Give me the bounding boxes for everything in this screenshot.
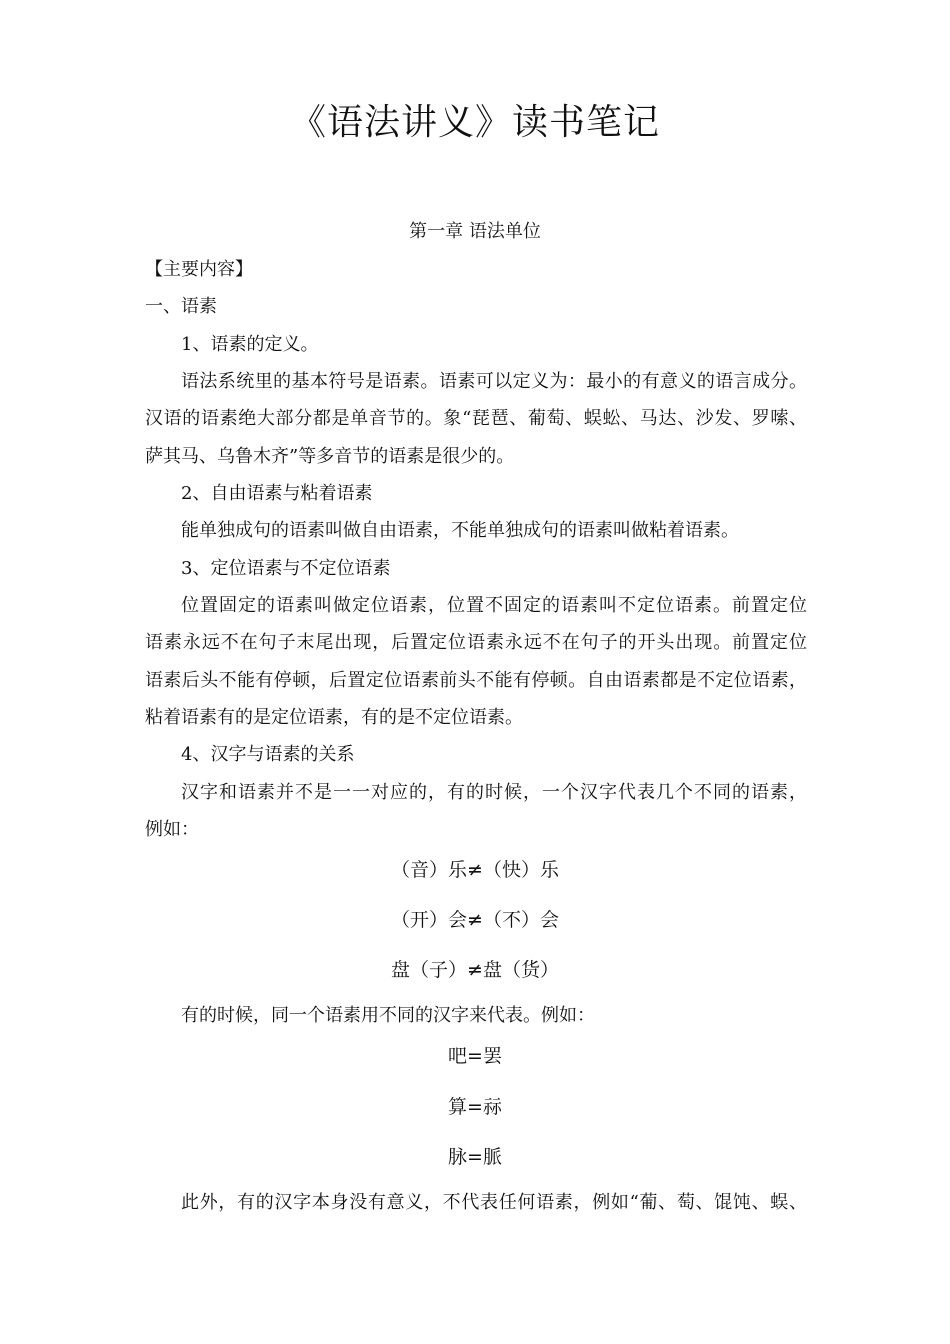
paragraph-line: 例如：: [145, 819, 199, 840]
paragraph-line: 能单独成句的语素叫做自由语素，不能单独成句的语素叫做粘着语素。: [181, 520, 739, 541]
paragraph-line: 有的时候，同一个语素用不同的汉字来代表。例如：: [181, 1005, 595, 1026]
paragraph-line: 语法系统里的基本符号是语素。语素可以定义为：最小的有意义的语言成分。: [181, 371, 807, 392]
section-heading: 一、语素: [145, 296, 217, 317]
subsection-heading: 4、汉字与语素的关系: [181, 744, 355, 765]
example-line: 算=祘: [448, 1096, 502, 1118]
example-line: （开）会≠（不）会: [391, 909, 559, 931]
paragraph-line: 语素后头不能有停顿，后置定位语素前头不能有停顿。自由语素都是不定位语素，: [145, 670, 807, 691]
chapter-heading: 第一章 语法单位: [409, 221, 541, 242]
paragraph-line: 此外，有的汉字本身没有意义，不代表任何语素，例如“葡、萄、馄饨、蜈、: [181, 1192, 807, 1213]
example-line: 盘（子）≠盘（货）: [391, 959, 559, 981]
subsection-heading: 2、自由语素与粘着语素: [181, 483, 373, 504]
paragraph-line: 位置固定的语素叫做定位语素，位置不固定的语素叫不定位语素。前置定位: [181, 595, 807, 616]
section-label: 【主要内容】: [145, 259, 253, 280]
subsection-heading: 1、语素的定义。: [181, 334, 319, 355]
example-line: 吧=罢: [448, 1045, 502, 1067]
paragraph-line: 汉语的语素绝大部分都是单音节的。象“琵琶、葡萄、蜈蚣、马达、沙发、罗嗦、: [145, 408, 807, 429]
example-line: （音）乐≠（快）乐: [391, 859, 559, 881]
example-line: 脉=脈: [448, 1146, 502, 1168]
paragraph-line: 萨其马、乌鲁木齐”等多音节的语素是很少的。: [145, 446, 515, 467]
paragraph-line: 汉字和语素并不是一一对应的，有的时候，一个汉字代表几个不同的语素，: [181, 782, 807, 803]
document-title: 《语法讲义》读书笔记: [289, 102, 660, 143]
subsection-heading: 3、定位语素与不定位语素: [181, 558, 391, 579]
paragraph-line: 语素永远不在句子末尾出现，后置定位语素永远不在句子的开头出现。前置定位: [145, 632, 807, 653]
paragraph-line: 粘着语素有的是定位语素，有的是不定位语素。: [145, 707, 523, 728]
